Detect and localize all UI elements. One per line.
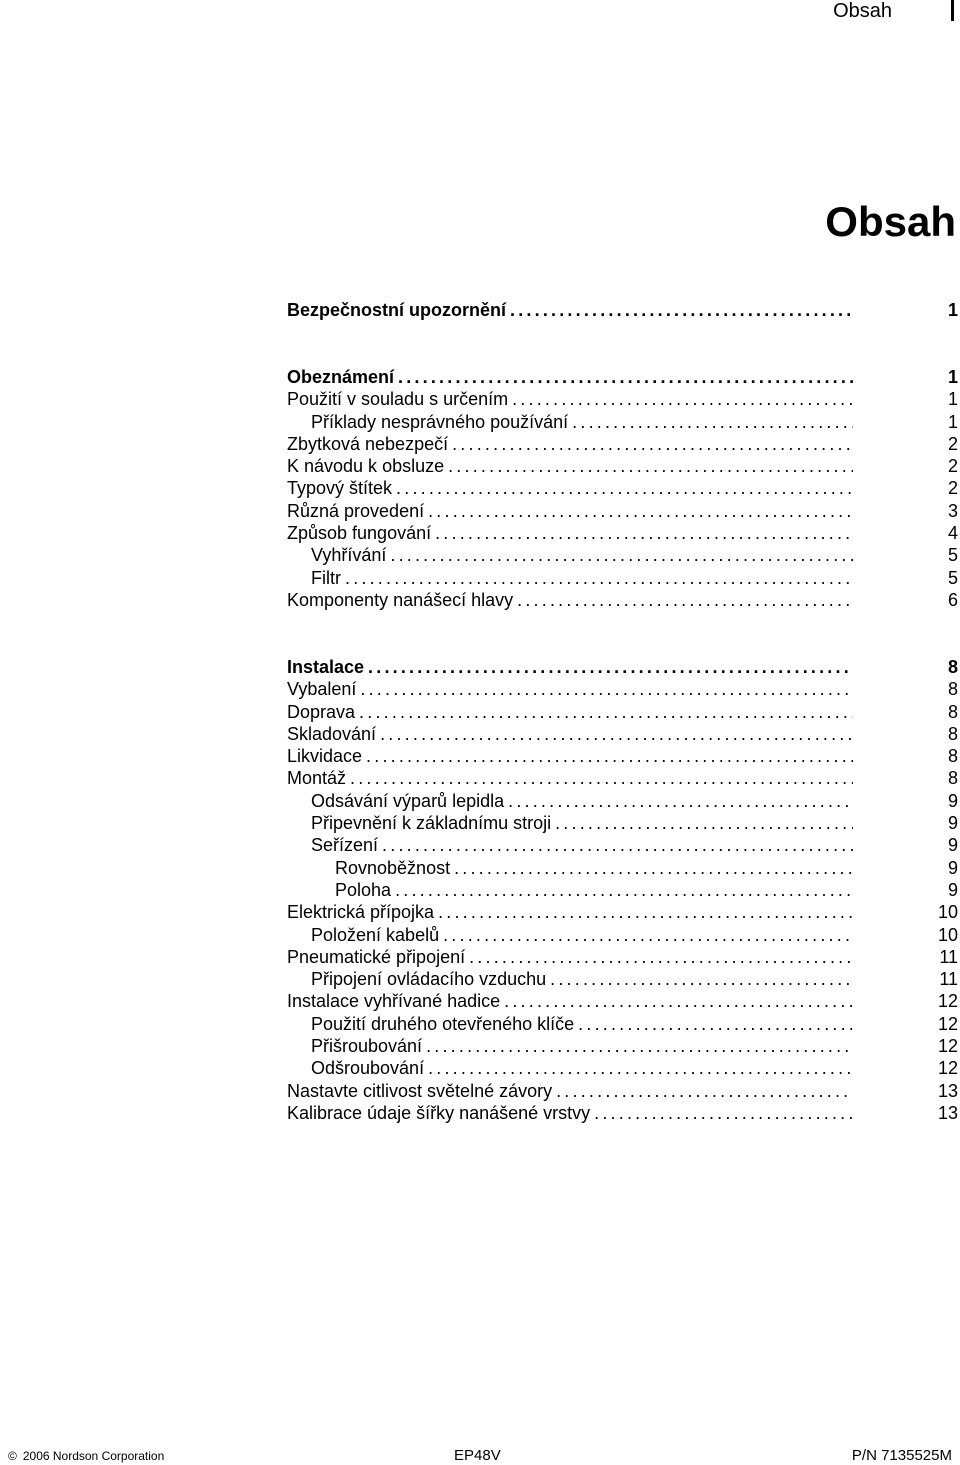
toc-entry-label: Instalace vyhřívané hadice (287, 991, 501, 1012)
toc-entry-page: 11 (939, 969, 958, 990)
toc-entry-label: Elektrická přípojka (287, 902, 435, 923)
toc-entry[interactable] (287, 433, 958, 455)
toc-entry[interactable] (287, 477, 958, 499)
toc-entry[interactable] (287, 388, 958, 410)
toc-entry-label: Pneumatické připojení (287, 946, 466, 967)
toc-entry-page: 11 (939, 946, 958, 967)
toc-entry-page: 5 (947, 545, 958, 566)
toc-entry-page: 1 (947, 389, 958, 410)
toc-entry-leader (287, 1080, 853, 1102)
toc-entry-leader (287, 701, 853, 723)
toc-dot-leader (386, 544, 853, 566)
toc-dot-leader (465, 946, 853, 968)
toc-dot-leader (568, 411, 853, 433)
toc-entry[interactable] (287, 857, 958, 879)
toc-entry-page: 8 (947, 746, 958, 767)
toc-dot-leader (450, 857, 853, 879)
toc-entry-leader (287, 924, 853, 946)
toc-entry[interactable] (287, 455, 958, 477)
toc-entry-label: Bezpečnostní upozornění (287, 300, 507, 320)
toc-entry-leader (287, 522, 853, 544)
toc-dot-leader (439, 924, 853, 946)
toc-entry-label: Přišroubování (287, 1035, 422, 1057)
toc-entry[interactable] (287, 1035, 958, 1057)
toc-entry-leader (287, 834, 853, 856)
toc-entry-page: 6 (947, 589, 958, 610)
toc-entry-leader (287, 433, 853, 455)
toc-entry[interactable] (287, 299, 958, 321)
toc-entry-label: Typový štítek (287, 478, 393, 499)
toc-entry-page: 9 (947, 857, 958, 878)
toc-entry-label: Připevnění k základnímu stroji (287, 812, 551, 834)
toc-entry-leader (287, 589, 853, 611)
toc-entry-leader (287, 455, 853, 477)
toc-entry-label: Použití v souladu s určením (287, 389, 509, 410)
page-title: Obsah (825, 198, 956, 245)
toc-entry-page: 12 (937, 1013, 958, 1034)
toc-entry-label: Filtr (287, 567, 341, 589)
copyright-icon: © (8, 1449, 17, 1463)
toc-entry-page: 12 (937, 1036, 958, 1057)
toc-entry-label: Instalace (287, 657, 365, 677)
toc-entry-leader (287, 723, 853, 745)
toc-entry-label: Obeznámení (287, 367, 395, 387)
footer-part-number: P/N 7135525M (851, 1447, 952, 1464)
toc-entry[interactable] (287, 1102, 958, 1124)
toc-entry-label: Položení kabelů (287, 924, 439, 946)
toc-entry-label: Různá provedení (287, 500, 425, 521)
toc-entry[interactable] (287, 567, 958, 589)
toc-dot-leader (376, 723, 853, 745)
toc-entry-leader (287, 477, 853, 499)
toc-entry-leader (287, 1035, 853, 1057)
toc-dot-leader (391, 879, 853, 901)
toc-dot-leader (574, 1013, 853, 1035)
toc-entry-page: 2 (947, 433, 958, 454)
toc-dot-leader (362, 745, 853, 767)
toc-entry-label: Vyhřívání (287, 544, 386, 566)
toc-entry-label: Komponenty nanášecí hlavy (287, 589, 514, 610)
toc-entry-label: Doprava (287, 701, 356, 722)
toc-entry-label: Použití druhého otevřeného klíče (287, 1013, 574, 1035)
header-rule (951, 0, 954, 21)
toc-dot-leader (378, 834, 853, 856)
toc-dot-leader (422, 1035, 853, 1057)
toc-entry-page: 2 (947, 478, 958, 499)
toc-entry-leader (287, 544, 853, 566)
toc-entry-page: 4 (947, 523, 958, 544)
toc-entry-page: 10 (937, 924, 958, 945)
toc-dot-leader (356, 678, 853, 700)
toc-entry-page: 8 (947, 657, 958, 677)
toc-entry-leader (287, 1013, 853, 1035)
toc-entry-page: 9 (947, 790, 958, 811)
toc-dot-leader (341, 567, 853, 589)
toc-dot-leader (552, 1080, 853, 1102)
toc-entry-page: 1 (947, 411, 958, 432)
toc-entry[interactable] (287, 834, 958, 856)
toc-entry-label: Způsob fungování (287, 523, 432, 544)
toc-entry-page: 13 (937, 1102, 958, 1123)
toc-entry-leader (287, 790, 853, 812)
toc-dot-leader (394, 366, 853, 388)
toc-entry-label: Rovnoběžnost (287, 857, 450, 879)
toc-entry[interactable] (287, 701, 958, 723)
toc-dot-leader (513, 589, 853, 611)
toc-entry-page: 5 (947, 567, 958, 588)
toc-dot-leader (500, 990, 853, 1012)
toc-entry[interactable] (287, 723, 958, 745)
toc-entry[interactable] (287, 544, 958, 566)
toc-dot-leader (444, 455, 853, 477)
toc-entry-label: Likvidace (287, 746, 363, 767)
toc-entry-leader (287, 968, 853, 990)
toc-entry-leader (287, 1102, 853, 1124)
toc-entry-leader (287, 411, 853, 433)
toc-dot-leader (392, 477, 853, 499)
toc-entry-label: Odšroubování (287, 1057, 424, 1079)
toc-entry-label: Poloha (287, 879, 391, 901)
toc-entry[interactable] (287, 745, 958, 767)
toc-entry-label: Zbytková nebezpečí (287, 433, 449, 454)
toc-section-introduction (287, 366, 958, 611)
toc-entry[interactable] (287, 1080, 958, 1102)
toc-entry[interactable] (287, 901, 958, 923)
toc-dot-leader (355, 701, 853, 723)
toc-entry[interactable] (287, 790, 958, 812)
toc-entry-page: 8 (947, 679, 958, 700)
toc-entry-leader (287, 366, 853, 388)
toc-entry-leader (287, 299, 853, 321)
toc-entry-leader (287, 567, 853, 589)
toc-entry-leader (287, 946, 853, 968)
toc-entry-page: 3 (947, 500, 958, 521)
toc-entry-leader (287, 990, 853, 1012)
toc-entry-label: Odsávání výparů lepidla (287, 790, 504, 812)
toc-entry[interactable] (287, 500, 958, 522)
toc-entry[interactable] (287, 767, 958, 789)
toc-entry-leader (287, 745, 853, 767)
toc-entry-leader (287, 879, 853, 901)
toc-entry[interactable] (287, 879, 958, 901)
toc-entry-leader (287, 1057, 853, 1079)
toc-entry-label: Vybalení (287, 679, 357, 700)
toc-entry-page: 13 (937, 1080, 958, 1101)
toc-entry[interactable] (287, 1013, 958, 1035)
toc-entry[interactable] (287, 946, 958, 968)
toc-entry-leader (287, 901, 853, 923)
toc-dot-leader (424, 1057, 853, 1079)
toc-dot-leader (546, 968, 853, 990)
toc-entry-page: 8 (947, 723, 958, 744)
toc-entry-page: 9 (947, 835, 958, 856)
toc-entry-page: 9 (947, 813, 958, 834)
toc-entry[interactable] (287, 366, 958, 388)
toc-entry-label: Připojení ovládacího vzduchu (287, 968, 546, 990)
toc-entry-label: Montáž (287, 768, 347, 789)
toc-dot-leader (551, 812, 853, 834)
toc-entry-page: 8 (947, 768, 958, 789)
toc-entry-leader (287, 388, 853, 410)
toc-dot-leader (448, 433, 853, 455)
toc-entry-leader (287, 678, 853, 700)
toc-dot-leader (431, 522, 853, 544)
toc-entry-label: Kalibrace údaje šířky nanášené vrstvy (287, 1102, 591, 1123)
toc-entry-leader (287, 500, 853, 522)
toc-entry-page: 12 (937, 1058, 958, 1079)
toc-entry[interactable] (287, 924, 958, 946)
toc-dot-leader (508, 388, 853, 410)
toc-entry-leader (287, 812, 853, 834)
footer-copyright-text: 2006 Nordson Corporation (22, 1449, 165, 1463)
toc-entry-page: 1 (947, 367, 958, 387)
toc-dot-leader (434, 901, 853, 923)
toc-dot-leader (346, 767, 853, 789)
toc-entry[interactable] (287, 656, 958, 678)
toc-entry[interactable] (287, 411, 958, 433)
toc-dot-leader (424, 500, 853, 522)
toc-entry-page: 1 (947, 300, 958, 320)
toc-entry-label: K návodu k obsluze (287, 456, 445, 477)
toc-entry-leader (287, 767, 853, 789)
toc-dot-leader (506, 299, 853, 321)
toc-entry[interactable] (287, 990, 958, 1012)
toc-entry-page: 9 (947, 879, 958, 900)
toc-entry-label: Příklady nesprávného používání (287, 411, 568, 433)
toc-entry-page: 10 (937, 902, 958, 923)
toc-entry[interactable] (287, 968, 958, 990)
toc-section-safety (287, 299, 958, 321)
toc-dot-leader (590, 1102, 853, 1124)
toc-entry-page: 8 (947, 701, 958, 722)
footer-copyright (8, 1447, 164, 1465)
toc-entry[interactable] (287, 522, 958, 544)
running-header-section: Obsah (833, 0, 892, 22)
toc-entry-label: Nastavte citlivost světelné závory (287, 1080, 553, 1101)
toc-entry[interactable] (287, 812, 958, 834)
toc-dot-leader (364, 656, 853, 678)
toc-dot-leader (504, 790, 853, 812)
toc-entry-leader (287, 857, 853, 879)
toc-entry-label: Skladování (287, 723, 377, 744)
toc-entry-label: Seřízení (287, 834, 378, 856)
toc-entry[interactable] (287, 589, 958, 611)
toc-entry-page: 2 (947, 456, 958, 477)
toc-entry[interactable] (287, 678, 958, 700)
footer-doc-code: EP48V (454, 1447, 501, 1464)
toc-entry[interactable] (287, 1057, 958, 1079)
toc-entry-leader (287, 656, 853, 678)
toc-section-installation (287, 656, 958, 1124)
toc-entry-page: 12 (937, 991, 958, 1012)
